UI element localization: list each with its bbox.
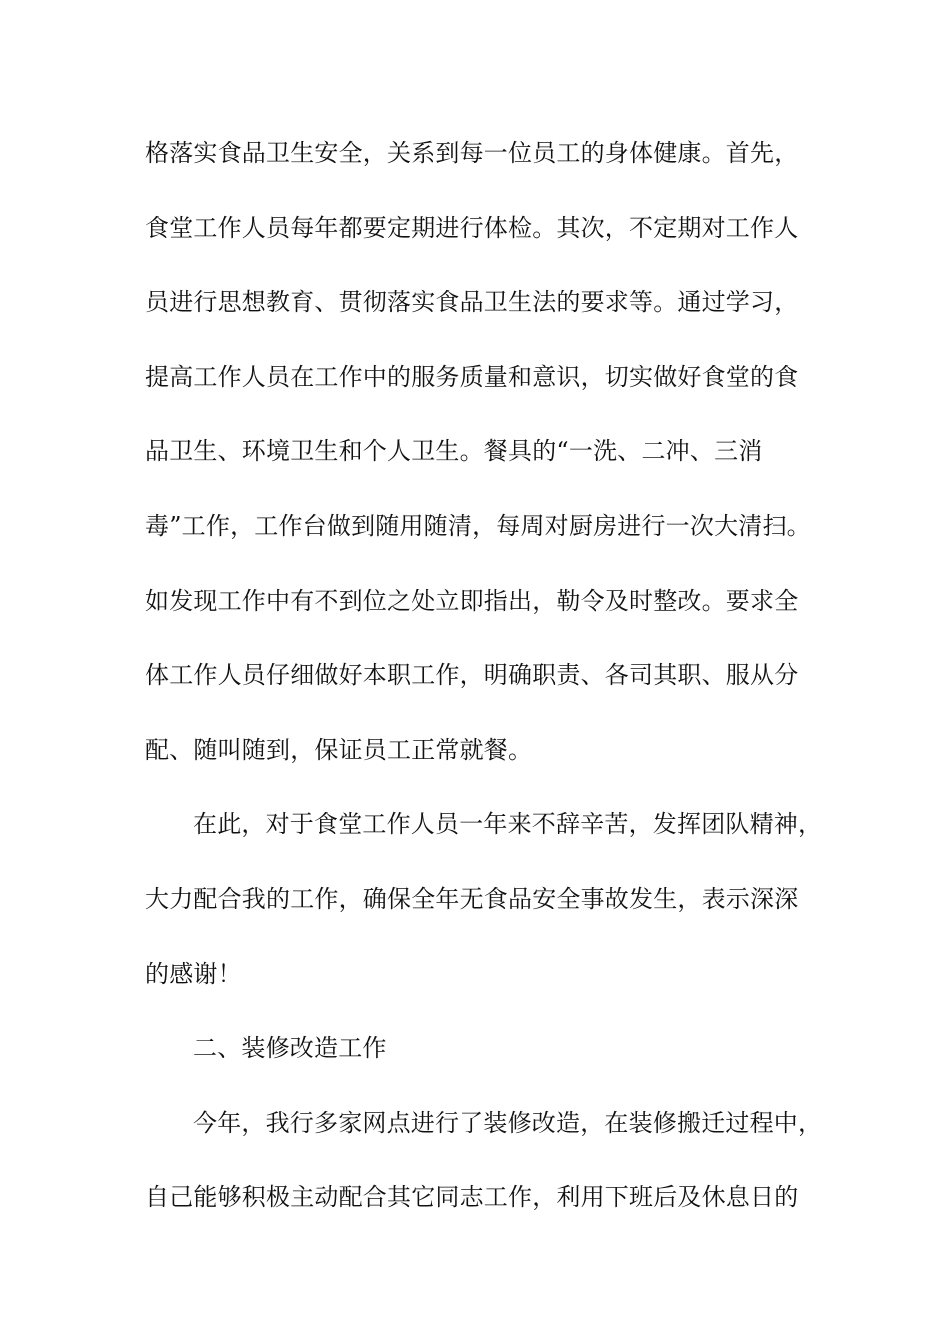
text-line: 食堂工作人员每年都要定期进行体检。其次，不定期对工作人 <box>145 213 799 242</box>
text-line: 格落实食品卫生安全，关系到每一位员工的身体健康。首先， <box>145 139 799 167</box>
body-text <box>145 132 835 1251</box>
section-heading: 二、装修改造工作 <box>193 1034 387 1063</box>
text-line: 体工作人员仔细做好本职工作，明确职责、各司其职、服从分 <box>145 661 799 690</box>
text-line: 的感谢！ <box>145 959 242 988</box>
text-line: 提高工作人员在工作中的服务质量和意识，切实做好食堂的食 <box>145 362 799 391</box>
text-line: 大力配合我的工作，确保全年无食品安全事故发生，表示深深 <box>145 884 799 913</box>
paragraph-start-line: 今年，我行多家网点进行了装修改造，在装修搬迁过程中， <box>193 1108 823 1137</box>
paragraph-start-line: 在此，对于食堂工作人员一年来不辞辛苦，发挥团队精神， <box>193 810 823 839</box>
text-line: 自己能够积极主动配合其它同志工作，利用下班后及休息日的 <box>145 1183 799 1212</box>
text-line: 毒”工作，工作台做到随用随清，每周对厨房进行一次大清扫。 <box>145 511 811 540</box>
text-line: 品卫生、环境卫生和个人卫生。餐具的“一洗、二冲、三消 <box>145 437 763 466</box>
text-line: 如发现工作中有不到位之处立即指出，勒令及时整改。要求全 <box>145 586 799 615</box>
text-line: 员进行思想教育、贯彻落实食品卫生法的要求等。通过学习， <box>145 288 799 317</box>
text-line: 配、随叫随到，保证员工正常就餐。 <box>145 735 533 764</box>
